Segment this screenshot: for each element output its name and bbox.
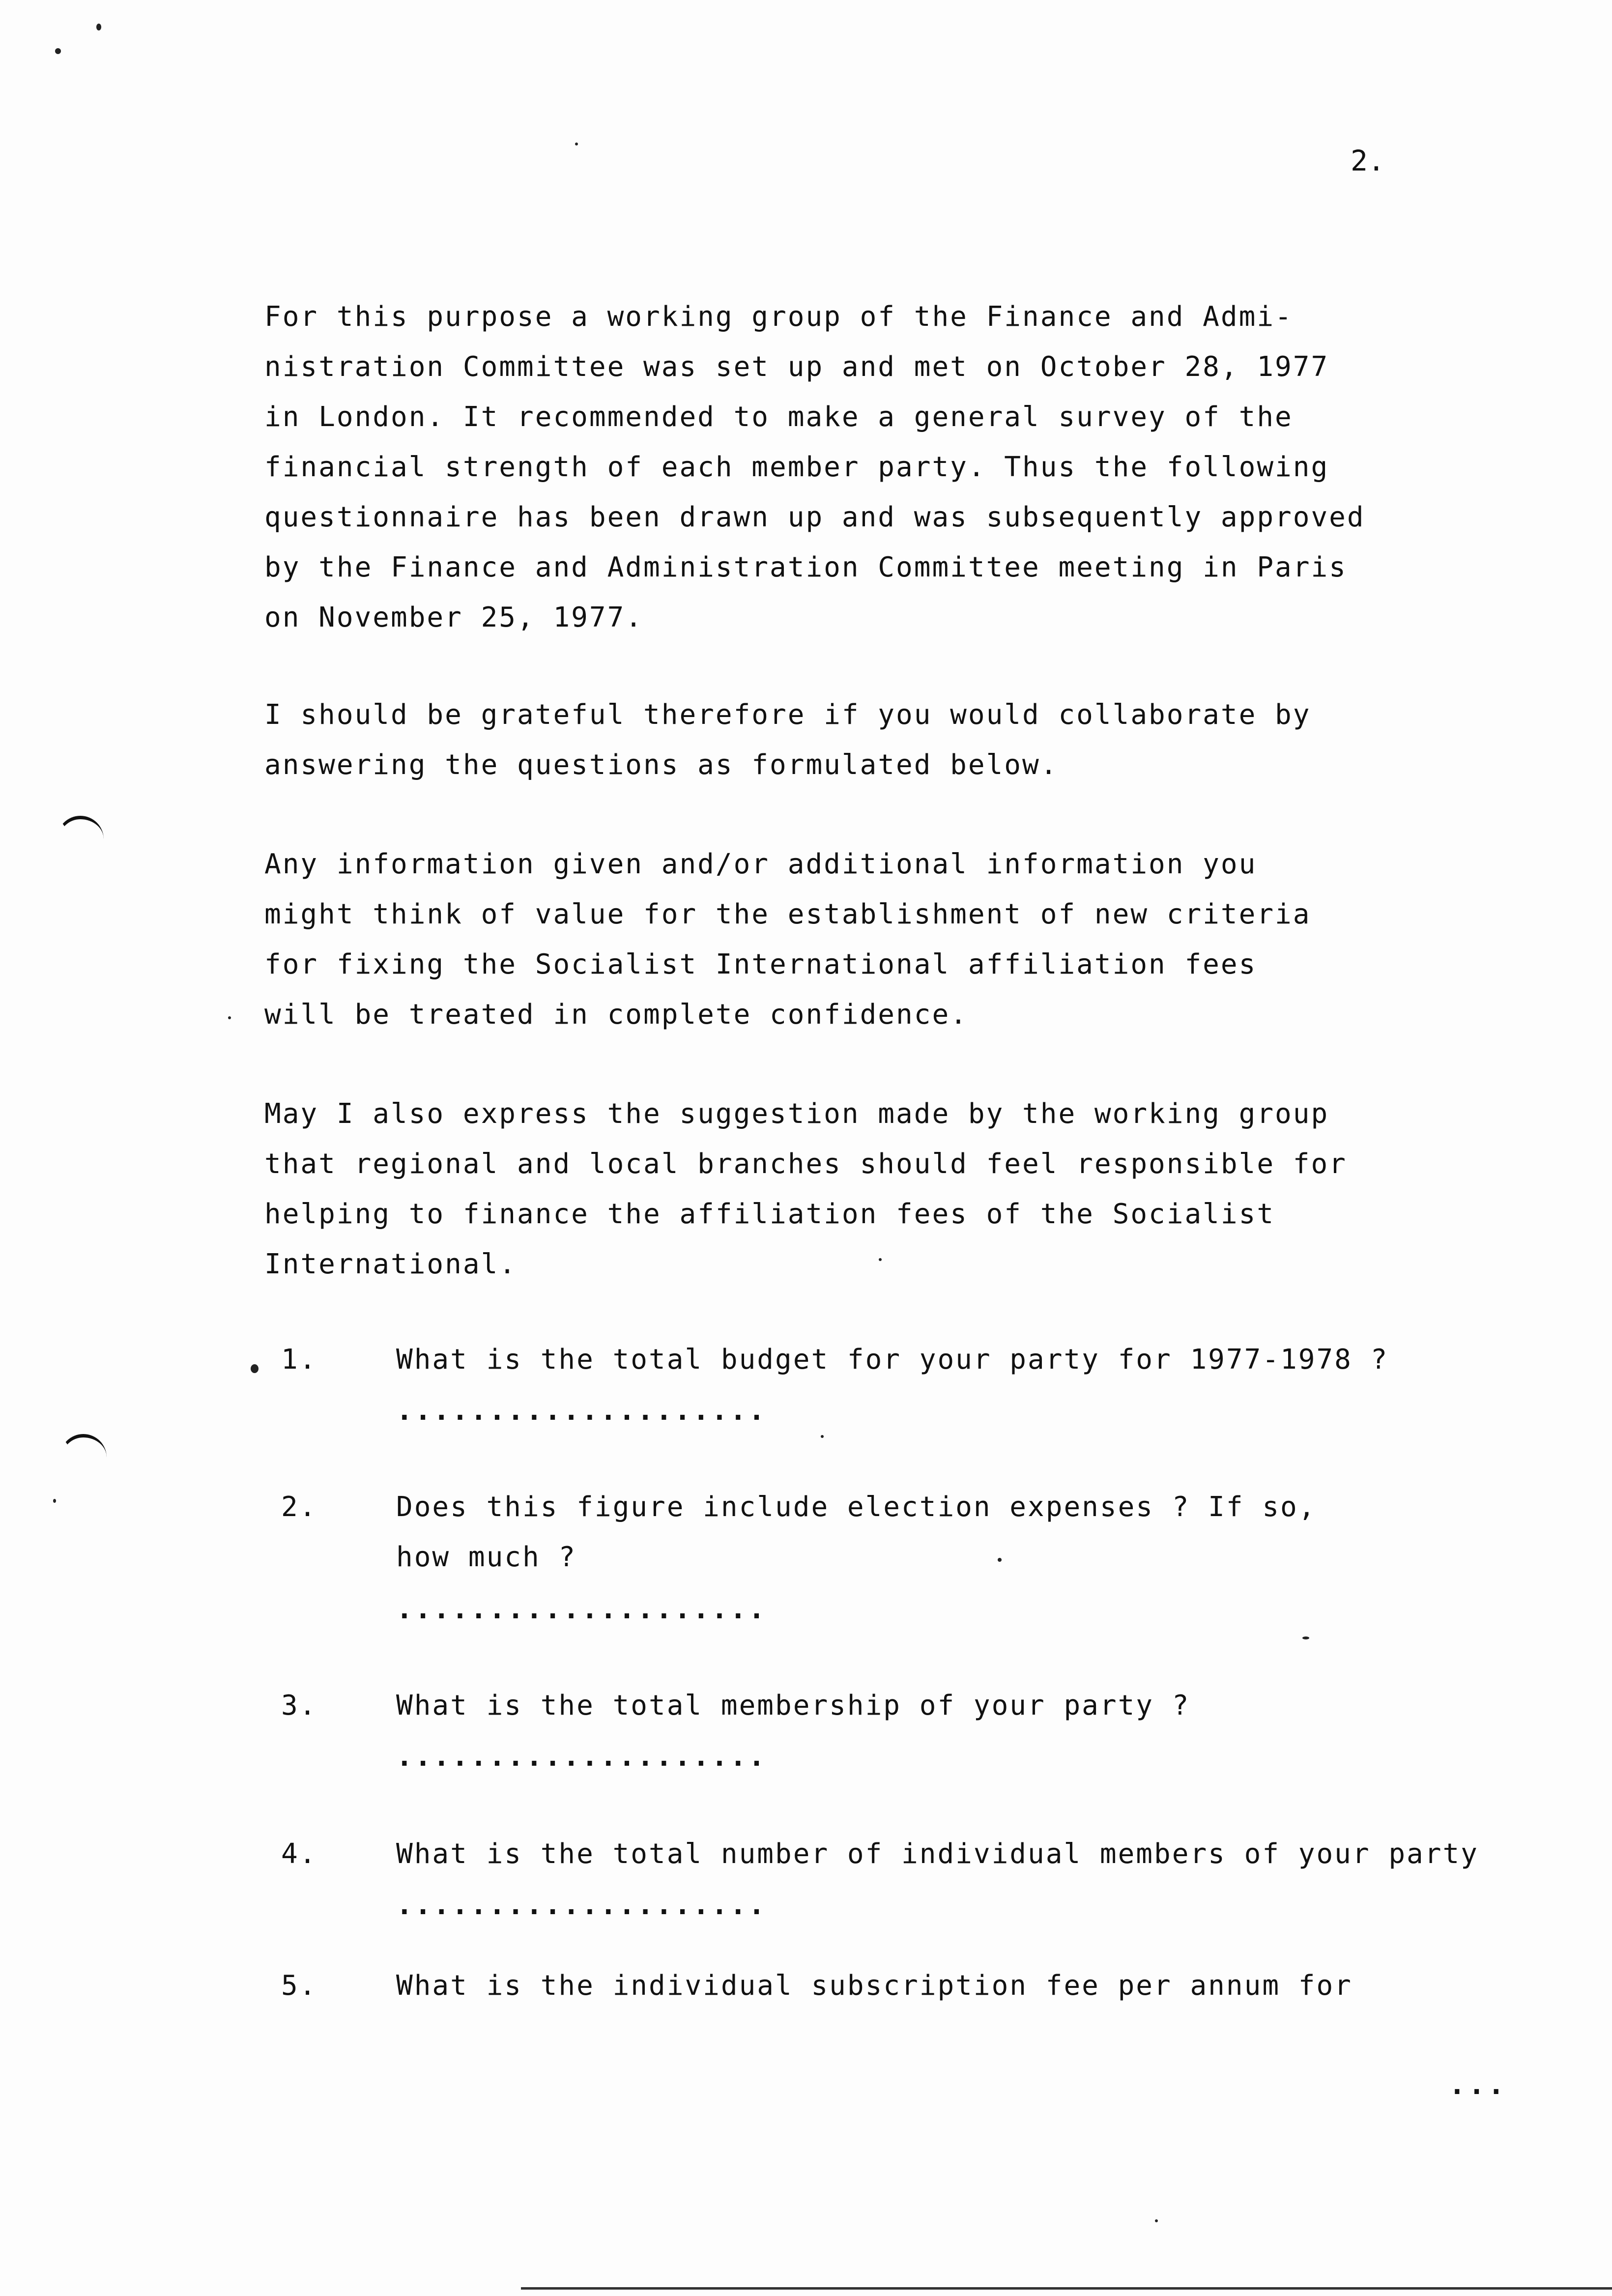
question-text: What is the total membership of your party ?	[396, 1690, 1190, 1722]
answer-line: ....................	[396, 1593, 767, 1625]
question-number: 3.	[281, 1690, 317, 1722]
scan-speck	[1155, 2219, 1158, 2222]
question-text: What is the individual subscription fee per annum for	[396, 1970, 1353, 2002]
punch-hole-mark	[57, 816, 104, 849]
scan-speck	[251, 1364, 259, 1373]
punch-hole-mark	[60, 1434, 107, 1467]
question-text: What is the total budget for your party for 1977-1978 ?	[396, 1344, 1389, 1376]
question-number: 2.	[281, 1491, 317, 1523]
answer-line: ....................	[396, 1395, 767, 1427]
scan-speck	[575, 143, 578, 145]
answer-line: ....................	[396, 1741, 767, 1773]
page-number: 2.	[1351, 144, 1385, 177]
question-number: 4.	[281, 1838, 317, 1870]
paragraph-confidentiality: Any information given and/or additional information you might think of value for the establishment of new criteria for fixing the Socialist International affiliation fees will be treated in complete confidence.	[264, 848, 1311, 1031]
scan-speck	[821, 1435, 824, 1438]
paragraph-suggestion: May I also express the suggestion made by the working group that regional and local branches should feel responsible for helping to finance the affiliation fees of the Socialist International.	[264, 1098, 1347, 1280]
page-edge-line	[521, 2287, 1612, 2290]
scan-speck	[998, 1558, 1002, 1562]
scan-speck	[53, 1499, 56, 1503]
question-number: 1.	[281, 1344, 317, 1376]
question-text: What is the total number of individual members of your party	[396, 1838, 1479, 1870]
paragraph-working-group: For this purpose a working group of the Finance and Admi- nistration Committee was set up and met on October 28, 1977 in London. It recommended to make a general survey of the financial strength of each member party. Thus the following questionnaire has been drawn up and was subsequently approved by the Finance and Administration Committee meeting in Paris on November 25, 1977.	[264, 301, 1365, 633]
paragraph-request: I should be grateful therefore if you would collaborate by answering the questions as formulated below.	[264, 699, 1311, 781]
answer-line: ....................	[396, 1889, 767, 1921]
continuation-mark: ...	[1449, 2069, 1508, 2101]
scan-speck	[228, 1016, 231, 1019]
question-text: Does this figure include election expenses ? If so, how much ?	[396, 1491, 1317, 1573]
scan-speck	[96, 24, 101, 30]
scan-speck	[879, 1258, 882, 1261]
scan-speck	[1302, 1636, 1309, 1639]
question-number: 5.	[281, 1970, 317, 2002]
scan-speck	[55, 48, 61, 54]
